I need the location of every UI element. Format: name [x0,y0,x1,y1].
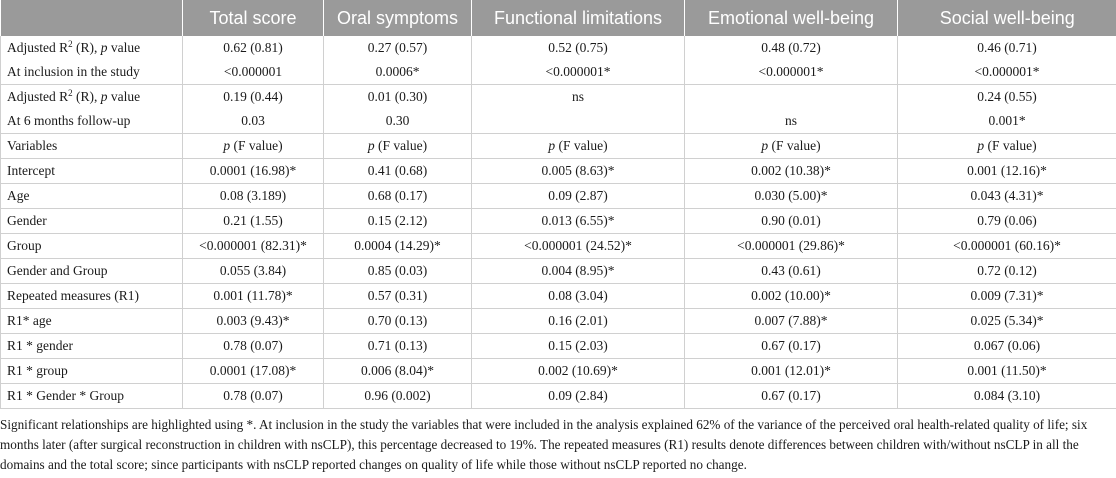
table-cell: <0.000001* [685,60,898,85]
table-cell: <0.000001* [898,60,1116,85]
table-cell: 0.67 (0.17) [685,384,898,409]
header-oral-symptoms: Oral symptoms [324,0,472,36]
table-cell: 0.005 (8.63)* [472,159,685,184]
table-cell [685,134,898,159]
table-row [1,36,1116,60]
italic-p: p [367,138,375,153]
table-cell: 0.96 (0.002) [324,384,472,409]
table-cell: 0.48 (0.72) [685,36,898,60]
label-text: Adjusted R [7,89,69,104]
table-cell: 0.52 (0.75) [472,36,685,60]
cell-text: (F value) [984,138,1037,153]
table-row [1,134,1116,159]
table-row [1,384,1116,409]
table-cell: 0.01 (0.30) [324,85,472,110]
header-emotional-well-being: Emotional well-being [685,0,898,36]
table-row [1,359,1116,384]
row-label: R1 * gender [1,334,183,359]
table-cell: 0.15 (2.12) [324,209,472,234]
table-cell: 0.09 (2.87) [472,184,685,209]
table-row [1,184,1116,209]
label-text: (R), [72,40,101,55]
table-footnote: Significant relationships are highlighted using *. At inclusion in the study the variables that were included in the analysis explained 62% of the variance of the perceived oral health-related quality of life; six months later (after surgical reconstruction in children with nsCLP), this percentage decreased to 19%. The repeated measures (R1) results denote differences between children with/without nsCLP in all the domains and the total score; since participants with nsCLP reported changes on quality of life while those without nsCLP reported no change. [0,417,1088,472]
table-cell: 0.001 (12.01)* [685,359,898,384]
table-cell: 0.084 (3.10) [898,384,1116,409]
table-cell: <0.000001 (24.52)* [472,234,685,259]
table-cell: 0.0001 (17.08)* [183,359,324,384]
table-cell: 0.025 (5.34)* [898,309,1116,334]
row-label: Age [1,184,183,209]
table-cell: 0.15 (2.03) [472,334,685,359]
table-cell: ns [472,85,685,110]
superscript: 2 [68,88,73,98]
row-label: Gender [1,209,183,234]
header-social-well-being: Social well-being [898,0,1116,36]
table-cell: 0.70 (0.13) [324,309,472,334]
table-row [1,209,1116,234]
italic-p: p [761,138,769,153]
table-cell: 0.27 (0.57) [324,36,472,60]
table-cell: 0.62 (0.81) [183,36,324,60]
table-cell: 0.24 (0.55) [898,85,1116,110]
table-row [1,309,1116,334]
table-cell: 0.19 (0.44) [183,85,324,110]
row-label [1,36,183,60]
table-row [1,334,1116,359]
table-cell: 0.003 (9.43)* [183,309,324,334]
table-cell: ns [685,109,898,134]
row-label: Intercept [1,159,183,184]
table-cell: 0.002 (10.38)* [685,159,898,184]
table-cell [472,109,685,134]
table-cell: 0.72 (0.12) [898,259,1116,284]
row-label [1,85,183,110]
header-functional-limitations: Functional limitations [472,0,685,36]
table-cell: <0.000001 (29.86)* [685,234,898,259]
italic-p: p [223,138,231,153]
header-total-score: Total score [183,0,324,36]
cell-text: (F value) [374,138,428,153]
table-cell: 0.16 (2.01) [472,309,685,334]
header-row [1,0,1116,36]
cell-text: (F value) [768,138,821,153]
table-cell: 0.43 (0.61) [685,259,898,284]
table-cell: 0.79 (0.06) [898,209,1116,234]
table-cell: 0.78 (0.07) [183,384,324,409]
table-cell [685,85,898,110]
table-row [1,234,1116,259]
table-cell: 0.001 (11.50)* [898,359,1116,384]
table-cell: 0.71 (0.13) [324,334,472,359]
label-text: value [107,89,141,104]
row-label: R1* age [1,309,183,334]
table-cell: 0.009 (7.31)* [898,284,1116,309]
table-cell: <0.000001 [183,60,324,85]
table-cell: 0.57 (0.31) [324,284,472,309]
italic-p: p [100,89,108,104]
table-row [1,60,1116,85]
row-label: Repeated measures (R1) [1,284,183,309]
table-cell [324,134,472,159]
table-cell: 0.21 (1.55) [183,209,324,234]
table-cell: 0.067 (0.06) [898,334,1116,359]
table-cell: 0.001* [898,109,1116,134]
table-row [1,284,1116,309]
table-cell: 0.41 (0.68) [324,159,472,184]
table-cell: 0.09 (2.84) [472,384,685,409]
label-text: value [107,40,141,55]
table-cell: 0.002 (10.69)* [472,359,685,384]
table-cell: 0.03 [183,109,324,134]
table-cell: <0.000001 (82.31)* [183,234,324,259]
label-text: (R), [72,89,101,104]
table-cell: 0.002 (10.00)* [685,284,898,309]
table-cell: 0.013 (6.55)* [472,209,685,234]
row-label: At inclusion in the study [1,60,183,85]
table-cell: 0.004 (8.95)* [472,259,685,284]
table-cell: 0.85 (0.03) [324,259,472,284]
table-cell: 0.78 (0.07) [183,334,324,359]
table-cell: 0.030 (5.00)* [685,184,898,209]
table-cell: 0.67 (0.17) [685,334,898,359]
table-cell: 0.0004 (14.29)* [324,234,472,259]
table-cell [898,134,1116,159]
table-cell: 0.08 (3.04) [472,284,685,309]
table-cell: 0.0001 (16.98)* [183,159,324,184]
table-cell: 0.001 (12.16)* [898,159,1116,184]
table-cell: <0.000001 (60.16)* [898,234,1116,259]
table-cell: 0.90 (0.01) [685,209,898,234]
table-cell: 0.043 (4.31)* [898,184,1116,209]
table-cell: 0.68 (0.17) [324,184,472,209]
table-cell: 0.08 (3.189) [183,184,324,209]
table-cell: 0.30 [324,109,472,134]
table-cell: 0.46 (0.71) [898,36,1116,60]
table-row [1,159,1116,184]
row-label: At 6 months follow-up [1,109,183,134]
row-label: Gender and Group [1,259,183,284]
table-cell: 0.006 (8.04)* [324,359,472,384]
row-label: Group [1,234,183,259]
table-row [1,85,1116,110]
table-cell: 0.007 (7.88)* [685,309,898,334]
italic-p: p [100,40,108,55]
table-cell [183,134,324,159]
table-row [1,109,1116,134]
row-label: Variables [1,134,183,159]
italic-p: p [977,138,985,153]
superscript: 2 [68,39,73,49]
table-cell: <0.000001* [472,60,685,85]
header-cell-empty [1,0,183,36]
table-cell [472,134,685,159]
table-cell: 0.001 (11.78)* [183,284,324,309]
table-row [1,259,1116,284]
cell-text: (F value) [555,138,608,153]
row-label: R1 * Gender * Group [1,384,183,409]
label-text: Adjusted R [7,40,69,55]
row-label: R1 * group [1,359,183,384]
cell-text: (F value) [230,138,283,153]
table-cell: 0.0006* [324,60,472,85]
italic-p: p [548,138,556,153]
table-cell: 0.055 (3.84) [183,259,324,284]
